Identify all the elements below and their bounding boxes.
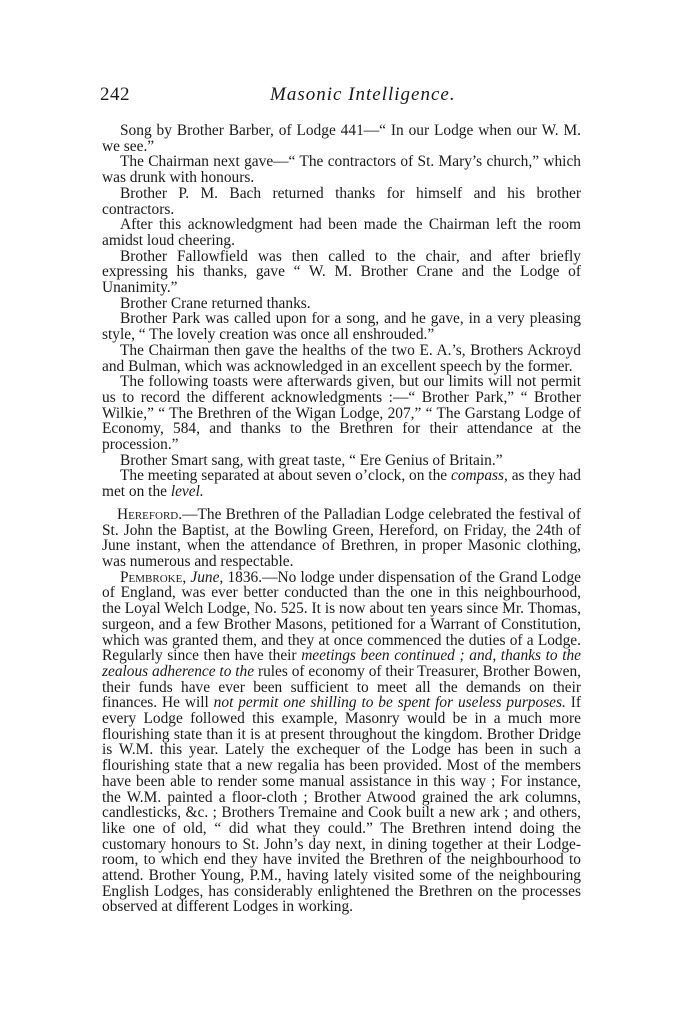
meeting-text-c: as they had met on the xyxy=(102,467,581,501)
paragraph-chairman-left: After this acknowledgment had been made the Chairman left the room amidst loud cheering. xyxy=(102,216,581,249)
page-number: 242 xyxy=(100,84,130,105)
meeting-compass: compass, xyxy=(450,467,508,485)
pembroke-text-d: not permit one shilling to be spent for useless purposes. xyxy=(213,694,566,712)
pembroke-text-e: If every Lodge followed this example, Masonry would be in a much more flourishing state than it is at present throughout the kingdom. Brother Dridge is W.M. this year. Lately the exchequer of the Lodge has been in such a flourishing state that a new regalia has been provided. Most of the members have been able to render some manual assistance in this way ; For instance, the W.M. painted a floor-cloth ; Brother Atwood grained the ark columns, candlesticks, &c. ; Brothers Tremaine and Cook built a new ark ; and others, like one of old, “ did what they could.” The Brethren intend doing the customary honours to St. John’s day next, in dining together at their Lodge-room, to which end they have invited the Brethren of the neighbourhood to attend. Brother Young, P.M., having lately visited some of the neighbouring English Lodges, has considerably enlightened the Brethren on the processes observed at different Lodges in working. xyxy=(102,694,581,916)
paragraph-healths: The Chairman then gave the healths of the two E. A.’s, Brothers Ackroyd and Bulman, which was acknowledged in an excellent speech by the former. xyxy=(102,341,581,375)
paragraph-fallowfield: Brother Fallowfield was then called to the chair, and after briefly expressing his thanks, gave “ W. M. Brother Crane and the Lodge of Unanimity.” xyxy=(102,247,581,297)
meeting-text-a: The meeting separated at about seven o’clock, on the xyxy=(120,467,451,485)
pembroke-date: June, xyxy=(186,568,224,586)
pembroke-text-b: meetings been continued ; and, thanks to the zealous adherence to the xyxy=(102,647,582,680)
paragraph-hereford xyxy=(102,507,581,570)
pembroke-heading: Pembroke, xyxy=(120,568,187,586)
hereford-heading: Hereford. xyxy=(117,505,183,523)
pembroke-text-a: 1836.—No lodge under dispensation of the Grand Lodge of England, was ever better conducted than the one in this neighbourhood, the Loyal Welch Lodge, No. 525. It is now about ten years since Mr. Thomas, surgeon, and a few Brother Masons, petitioned for a Warrant of Constitution, which was granted them, and they at once commenced the duties of a Lodge. Regularly since then have their xyxy=(102,568,582,665)
paragraph-pembroke xyxy=(102,570,581,915)
pembroke-text-c: rules of economy of their Treasurer, Brother Bowen, their funds have ever been sufficient to meet all the demands on their finances. He will xyxy=(102,662,582,712)
paragraph-meeting-separated xyxy=(102,468,581,499)
paragraph-toasts: The following toasts were afterwards given, but our limits will not permit us to record the different acknowledgments :—“ Brother Park,” “ Brother Wilkie,” “ The Brethren of the Wigan Lodge, 207,” “ The Garstang Lodge of Economy, 584, and thanks to the Brethren for their attendance at the procession.” xyxy=(102,373,581,454)
article-body xyxy=(102,123,581,915)
hereford-text: —The Brethren of the Palladian Lodge celebrated the festival of St. John the Baptist, at the Bowling Green, Hereford, on Friday, the 24th of June instant, when the attendance of Brethren, in proper Masonic clothing, was numerous and respectable. xyxy=(102,505,581,570)
paragraph-bach-thanks: Brother P. M. Bach returned thanks for himself and his brother contractors. xyxy=(102,184,581,218)
meeting-level: level. xyxy=(170,483,204,501)
running-title: Masonic Intelligence. xyxy=(270,84,456,105)
paragraph-contractors-toast: The Chairman next gave—“ The contractors of St. Mary’s church,” which was drunk with honours. xyxy=(102,153,581,187)
paragraph-smart-sang: Brother Smart sang, with great taste, “ Ere Genius of Britain.” xyxy=(120,451,503,469)
paragraph-crane-thanks: Brother Crane returned thanks. xyxy=(120,294,311,312)
paragraph-park-song: Brother Park was called upon for a song, and he gave, in a very pleasing style, “ The lovely creation was once all enshrouded.” xyxy=(102,310,581,344)
paragraph-song-barber: Song by Brother Barber, of Lodge 441—“ In our Lodge when our W. M. we see.” xyxy=(102,122,581,155)
